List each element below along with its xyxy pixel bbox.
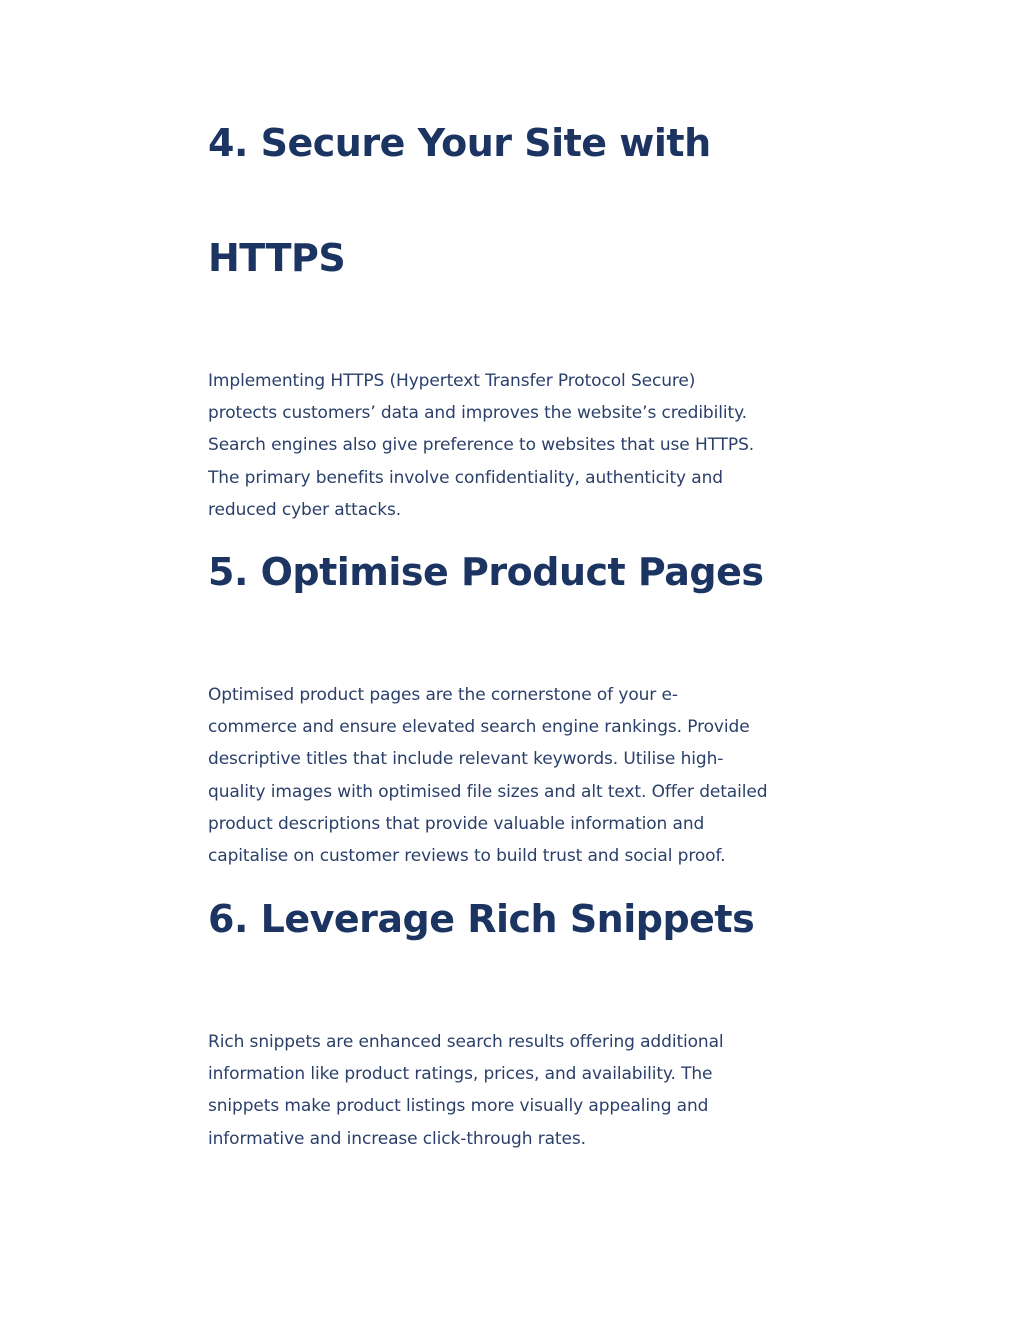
section-4-paragraph [208,365,820,526]
section-5-heading: 5. Optimise Product Pages [208,550,764,594]
paragraph-line: Implementing HTTPS (Hypertext Transfer Protocol Secure) [208,371,696,391]
section-4-heading-line-1: 4. Secure Your Site with [208,121,711,165]
paragraph-line: quality images with optimised file sizes and alt text. Offer detailed [208,781,768,802]
section-6-paragraph [208,1026,820,1155]
paragraph-line: commerce and ensure elevated search engine rankings. Provide [208,717,750,738]
paragraph-line: snippets make product listings more visually appealing and [208,1096,709,1117]
paragraph-line: product descriptions that provide valuable information and [208,813,705,834]
section-6-heading: 6. Leverage Rich Snippets [208,897,755,941]
paragraph-line: protects customers’ data and improves the website’s credibility. [208,403,747,424]
paragraph-line: Rich snippets are enhanced search results offering additional [208,1032,724,1052]
paragraph-line: capitalise on customer reviews to build trust and social proof. [208,846,726,867]
section-4-heading-line-2: HTTPS [208,236,346,280]
paragraph-line: Search engines also give preference to websites that use HTTPS. [208,435,755,456]
paragraph-line: information like product ratings, prices, and availability. The [208,1064,713,1085]
paragraph-line: reduced cyber attacks. [208,499,402,520]
paragraph-line: informative and increase click-through rates. [208,1128,586,1149]
paragraph-line: The primary benefits involve confidentiality, authenticity and [208,467,723,488]
paragraph-line: Optimised product pages are the cornerstone of your e- [208,685,678,705]
section-5-paragraph [208,679,820,872]
paragraph-line: descriptive titles that include relevant keywords. Utilise high- [208,749,724,770]
